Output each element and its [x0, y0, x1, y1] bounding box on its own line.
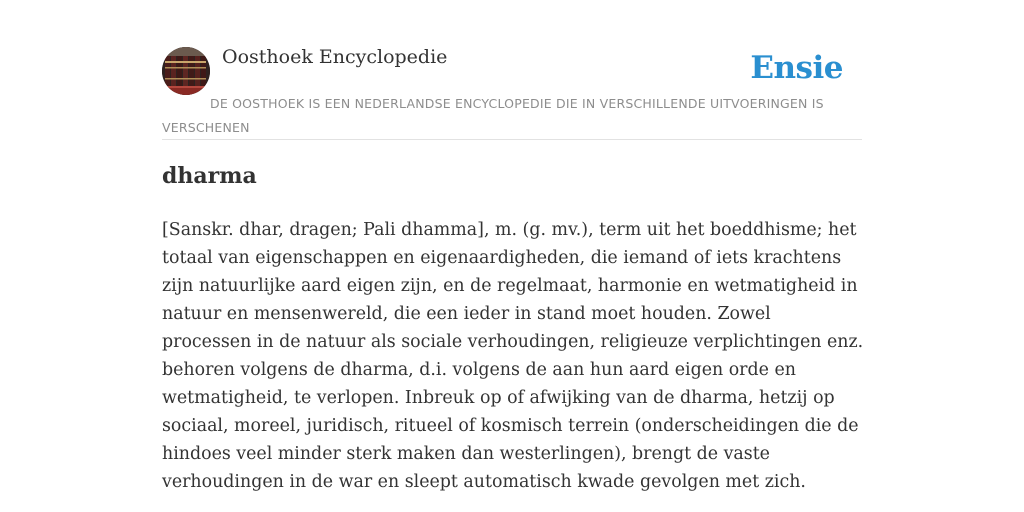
- site-header: [162, 44, 862, 140]
- brand-logo-link[interactable]: Ensie: [750, 50, 843, 86]
- bookshelf-icon: [162, 47, 210, 95]
- site-name[interactable]: Oosthoek Encyclopedie: [222, 46, 448, 68]
- page-title: dharma: [162, 163, 257, 189]
- site-tagline: DE OOSTHOEK IS EEN NEDERLANDSE ENCYCLOPEDIE DIE IN VERSCHILLENDE UITVOERINGEN IS VERSCHENEN: [162, 96, 824, 135]
- avatar[interactable]: [162, 47, 210, 95]
- entry-definition: [Sanskr. dhar, dragen; Pali dhamma], m. (g. mv.), term uit het boeddhisme; het totaal van eigenschappen en eigenaardigheden, die iemand of iets krachtens zijn natuurlijke aard eigen zijn, en de regelmaat, harmonie en wetmatigheid in natuur en mensenwereld, die een ieder in stand moet houden. Zowel processen in de natuur als sociale verhoudingen, religieuze verplichtingen enz. behoren volgens de dharma, d.i. volgens de aan hun aard eigen orde en wetmatigheid, te verlopen. Inbreuk op of afwijking van de dharma, hetzij op sociaal, moreel, juridisch, ritueel of kosmisch terrein (onderscheidingen die de hindoes veel minder sterk maken dan westerlingen), brengt de vaste verhoudingen in de war en sleept automatisch kwade gevolgen met zich.: [162, 220, 864, 492]
